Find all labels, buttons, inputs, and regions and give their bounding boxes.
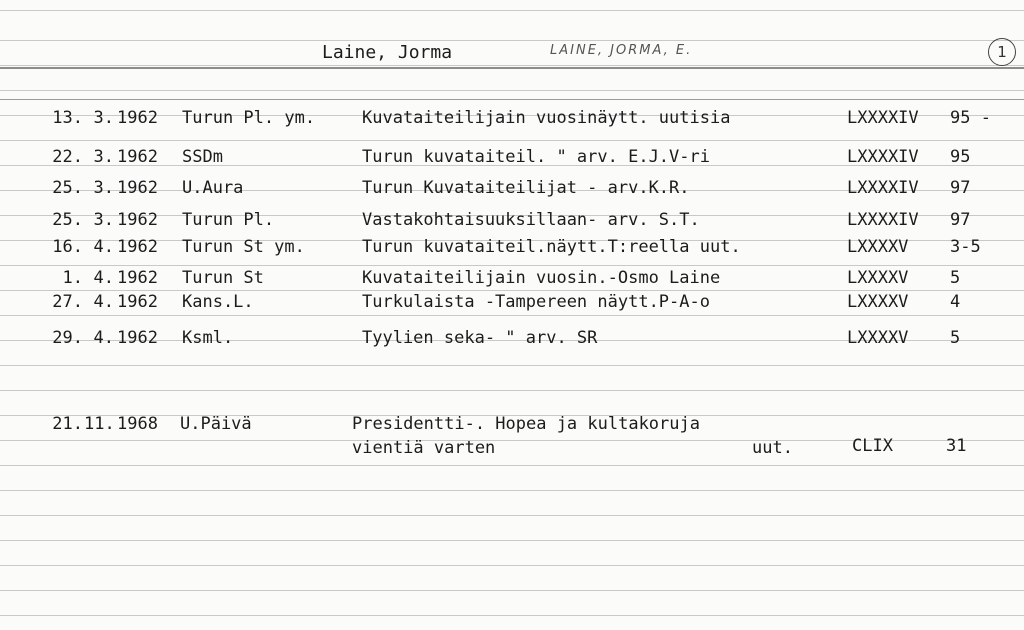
entry-source: Turun St [182,268,264,288]
entry-volume: LXXXXV [847,328,909,348]
entry-day: 27. [52,292,83,312]
entry-row [0,290,1024,314]
entry-page: 5 [950,268,961,288]
entry-source: U.Päivä [180,414,252,434]
entry-month: 3. [93,178,114,198]
entry-row [0,266,1024,290]
entry-month: 3. [93,210,114,230]
entry-title: Kuvataiteilijain vuosinäytt. uutisia [362,108,731,128]
entry-title: Vastakohtaisuuksillaan- arv. S.T. [362,210,700,230]
entry-page: 97 [950,210,971,230]
entry-title: Turun kuvataiteil.näytt.T:reella uut. [362,237,741,257]
entry-page: 4 [950,292,961,312]
card-number: 1 [988,38,1016,66]
entry-row [0,326,1024,350]
entry-volume: CLIX [852,436,893,456]
entry-year: 1962 [117,108,158,128]
entry-volume: LXXXXV [847,237,909,257]
entry-page: 5 [950,328,961,348]
entry-month: 4. [93,328,114,348]
entry-source: Kans.L. [182,292,254,312]
entry-source: Turun Pl. [182,210,275,230]
entry-year: 1962 [117,210,158,230]
entry-volume: LXXXXV [847,292,909,312]
entry-volume: LXXXXIV [847,108,919,128]
entry-year: 1962 [117,292,158,312]
entry-day: 25. [52,210,83,230]
entry-page: 95 - [950,108,991,128]
entry-day: 16. [52,237,83,257]
entry-year: 1962 [117,237,158,257]
entry-row [0,176,1024,200]
entry-day: 22. [52,147,83,167]
entry-title: Turkulaista -Tampereen näytt.P-A-o [362,292,710,312]
entry-volume: LXXXXIV [847,178,919,198]
entry-month: 3. [93,147,114,167]
entry-month: 3. [93,108,114,128]
header-underline [0,99,1024,100]
entry-year: 1962 [117,178,158,198]
entry-year: 1962 [117,328,158,348]
entry-row [0,106,1024,130]
entry-source: U.Aura [182,178,244,198]
entry-source: SSDm [182,147,223,167]
entry-source: Turun St ym. [182,237,305,257]
entry-tag: uut. [752,438,793,458]
entry-month: 4. [93,268,114,288]
entry-volume: LXXXXIV [847,147,919,167]
entry-page: 95 [950,147,971,167]
card-name: Laine, Jorma [322,42,453,63]
entry-title-line2: vientiä varten [352,438,496,458]
entry-row [0,145,1024,169]
entry-page: 31 [946,436,967,456]
entry-day: 1. [62,268,83,288]
entry-page: 3-5 [950,237,981,257]
header-rule [0,67,1024,69]
entry-day: 21. [52,414,83,434]
entry-day: 13. [52,108,83,128]
entry-volume: LXXXXV [847,268,909,288]
entry-month: 4. [93,237,114,257]
entry-title: Turun Kuvataiteilijat - arv.K.R. [362,178,690,198]
entry-source: Turun Pl. ym. [182,108,316,128]
entry-year: 1962 [117,268,158,288]
entry-volume: LXXXXIV [847,210,919,230]
entry-row [0,235,1024,259]
entry-day: 29. [52,328,83,348]
entry-page: 97 [950,178,971,198]
handwritten-note: LAINE, JORMA, E. [550,43,693,58]
entry-title: Tyylien seka- " arv. SR [362,328,598,348]
entry-year: 1962 [117,147,158,167]
entry-source: Ksml. [182,328,234,348]
entry-month: 4. [93,292,114,312]
entry-row-1968 [0,412,1024,458]
entry-title-line1: Presidentti-. Hopea ja kultakoruja [352,414,700,434]
entry-day: 25. [52,178,83,198]
entry-year: 1968 [117,414,158,434]
entry-title: Turun kuvataiteil. " arv. E.J.V-ri [362,147,710,167]
entry-month: 11. [84,414,115,434]
entry-row [0,208,1024,232]
entry-title: Kuvataiteilijain vuosin.-Osmo Laine [362,268,721,288]
